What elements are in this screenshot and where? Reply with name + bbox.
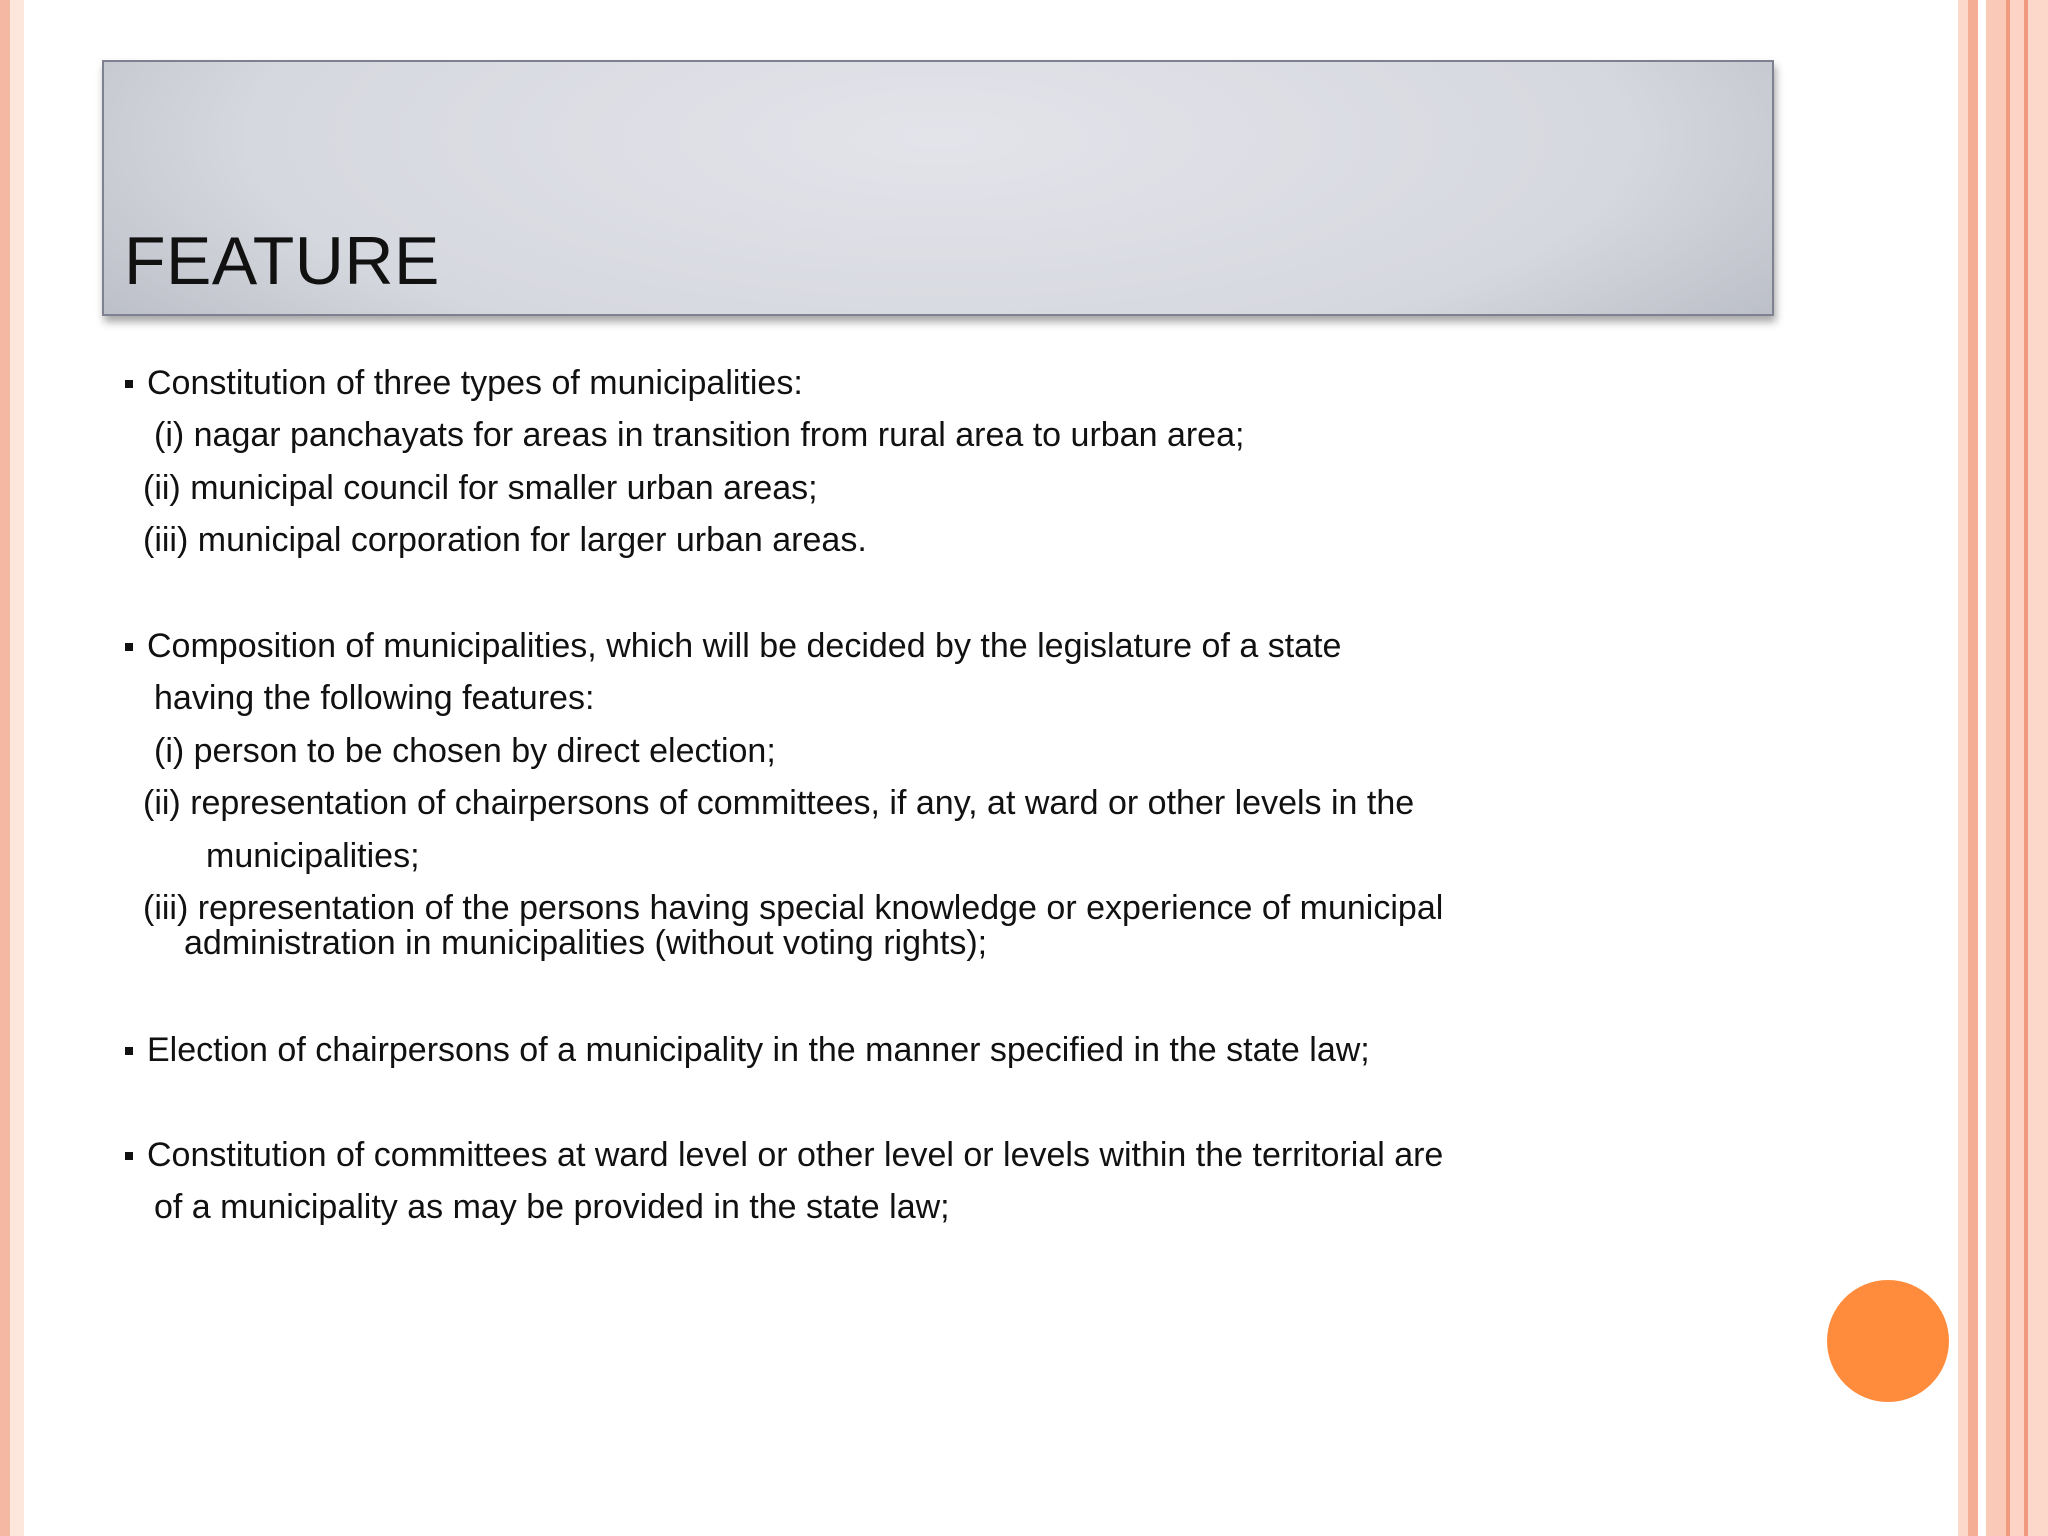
bullet-marker: [125, 1047, 133, 1055]
bullet-marker: [125, 643, 133, 651]
bullet-2-item-1: (i) person to be chosen by direct election;: [154, 732, 776, 770]
bullet-2-item-3-line-2: administration in municipalities (without voting rights);: [184, 924, 988, 962]
bullet-1-item-2: (ii) municipal council for smaller urban areas;: [143, 469, 818, 507]
bullet-1-heading: Constitution of three types of municipalities:: [147, 364, 803, 402]
right-stripe: [1958, 0, 1968, 1536]
right-stripe: [1968, 0, 1978, 1536]
bullet-2-item-3-line-1: (iii) representation of the persons having special knowledge or experience of municipal: [143, 889, 1444, 927]
right-stripe: [2028, 0, 2048, 1536]
left-border-stripe: [0, 0, 10, 1536]
left-border-stripe-light: [10, 0, 24, 1536]
bullet-3-text: Election of chairpersons of a municipality in the manner specified in the state law;: [147, 1031, 1370, 1069]
title-banner: [102, 60, 1774, 316]
bullet-marker: [125, 1152, 133, 1160]
bullet-4-line-1: Constitution of committees at ward level or other level or levels within the territorial are: [147, 1136, 1444, 1174]
orange-circle-decoration: [1827, 1280, 1949, 1402]
slide-title: FEATURE: [124, 223, 440, 299]
bullet-1-item-3: (iii) municipal corporation for larger urban areas.: [143, 521, 867, 559]
right-stripe: [1978, 0, 1986, 1536]
bullet-2-item-2-line-1: (ii) representation of chairpersons of committees, if any, at ward or other levels in the: [143, 784, 1415, 822]
right-stripe: [1986, 0, 2006, 1536]
bullet-2-heading-line-1: Composition of municipalities, which will be decided by the legislature of a state: [147, 627, 1342, 665]
right-stripe: [2010, 0, 2024, 1536]
bullet-2-item-2-line-2: municipalities;: [206, 837, 420, 875]
bullet-4-line-2: of a municipality as may be provided in the state law;: [154, 1188, 950, 1226]
bullet-2-heading-line-2: having the following features:: [154, 679, 595, 717]
bullet-marker: [125, 380, 133, 388]
bullet-1-item-1: (i) nagar panchayats for areas in transition from rural area to urban area;: [154, 416, 1245, 454]
